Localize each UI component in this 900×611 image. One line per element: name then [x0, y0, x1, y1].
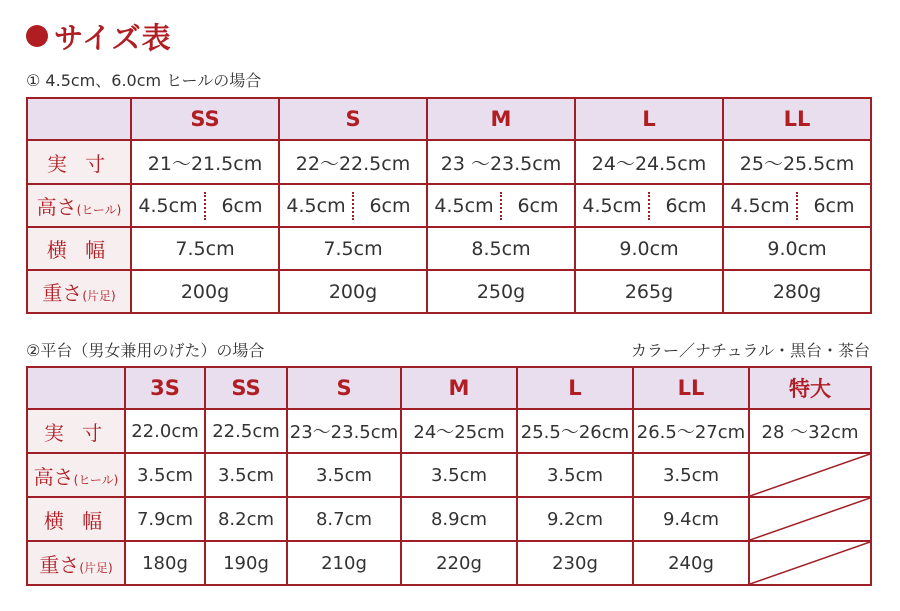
row-label-text: 高さ [33, 464, 74, 489]
table1-corner [27, 98, 131, 140]
table-cell: 26.5～27cm [633, 409, 749, 453]
table2-size-header: 3S [125, 367, 205, 409]
table-cell: 23～23.5cm [287, 409, 401, 453]
row-label-text: 高さ [36, 195, 77, 219]
table-cell: 265g [575, 270, 723, 313]
table-cell: 280g [723, 270, 871, 313]
heel-height-value: 4.5cm [730, 194, 790, 217]
table-row [27, 270, 871, 313]
row-label-length: 実 寸 [27, 140, 131, 184]
heel-height-value: 4.5cm [286, 194, 346, 217]
row-label-length: 実 寸 [27, 409, 125, 453]
table-row [27, 184, 871, 227]
table-row [27, 497, 871, 541]
table1-header-row [27, 98, 871, 140]
table-cell: 7.5cm [279, 227, 427, 270]
heel-height-value: 4.5cm [138, 194, 198, 217]
table-cell: 3.5cm [125, 453, 205, 497]
table-cell: 28 ～32cm [749, 409, 871, 453]
table1-caption: ① 4.5cm、6.0cm ヒールの場合 [26, 71, 262, 90]
size-table-flat-geta [26, 366, 872, 586]
heel-height-value: 6cm [517, 194, 559, 217]
table2-size-header: L [517, 367, 633, 409]
not-applicable-cell [749, 497, 871, 541]
heel-height-value: 4.5cm [434, 194, 494, 217]
heel-height-value: 6cm [369, 194, 411, 217]
color-options: カラー／ナチュラル・黒台・茶台 [630, 341, 870, 360]
table-cell: 9.0cm [575, 227, 723, 270]
table2-size-header: M [401, 367, 517, 409]
table-cell: 24～25cm [401, 409, 517, 453]
table-cell: 21～21.5cm [131, 140, 279, 184]
table1-size-header: S [279, 98, 427, 140]
table-cell-split [131, 184, 279, 227]
table2-size-header: SS [205, 367, 287, 409]
table-cell: 3.5cm [287, 453, 401, 497]
table-cell: 8.7cm [287, 497, 401, 541]
table-cell: 9.0cm [723, 227, 871, 270]
table-cell: 210g [287, 541, 401, 585]
heel-height-value: 6cm [813, 194, 855, 217]
not-applicable-cell [749, 453, 871, 497]
row-label-width: 横 幅 [27, 497, 125, 541]
bullet-dot-icon [26, 25, 48, 47]
table-cell: 9.2cm [517, 497, 633, 541]
table-cell: 8.2cm [205, 497, 287, 541]
not-applicable-cell [749, 541, 871, 585]
table-cell: 22～22.5cm [279, 140, 427, 184]
table1-size-header: SS [131, 98, 279, 140]
heel-height-value: 4.5cm [582, 194, 642, 217]
heel-height-value: 6cm [221, 194, 263, 217]
table-cell: 230g [517, 541, 633, 585]
table-row [27, 453, 871, 497]
table-cell: 7.5cm [131, 227, 279, 270]
row-label-weight [27, 270, 131, 313]
row-label-note: (片足) [79, 560, 113, 575]
row-label-note: (片足) [82, 289, 116, 303]
table-cell-split [279, 184, 427, 227]
table-cell: 25.5～26cm [517, 409, 633, 453]
table-cell: 3.5cm [517, 453, 633, 497]
table-row [27, 227, 871, 270]
table1-size-header: M [427, 98, 575, 140]
table-cell: 25～25.5cm [723, 140, 871, 184]
table-cell: 250g [427, 270, 575, 313]
table-cell: 3.5cm [205, 453, 287, 497]
table1-size-header: LL [723, 98, 871, 140]
heel-height-value: 6cm [665, 194, 707, 217]
page-title [26, 16, 172, 56]
table-cell-split [575, 184, 723, 227]
table-cell: 220g [401, 541, 517, 585]
table-cell: 22.0cm [125, 409, 205, 453]
size-table-heels [26, 97, 872, 314]
row-label-height [27, 184, 131, 227]
table2-size-header: LL [633, 367, 749, 409]
table-cell: 3.5cm [633, 453, 749, 497]
table-cell-split [427, 184, 575, 227]
table-cell: 9.4cm [633, 497, 749, 541]
table-row [27, 541, 871, 585]
table-cell: 8.5cm [427, 227, 575, 270]
table-cell: 3.5cm [401, 453, 517, 497]
table2-size-header: S [287, 367, 401, 409]
table-cell: 7.9cm [125, 497, 205, 541]
table-cell: 180g [125, 541, 205, 585]
table-cell: 24～24.5cm [575, 140, 723, 184]
row-label-height [27, 453, 125, 497]
table2-caption: ②平台（男女兼用のげた）の場合 [26, 341, 265, 360]
table-cell-split [723, 184, 871, 227]
table-cell: 22.5cm [205, 409, 287, 453]
table-cell: 8.9cm [401, 497, 517, 541]
row-label-text: 重さ [42, 281, 83, 305]
table-row [27, 409, 871, 453]
table-cell: 200g [279, 270, 427, 313]
table2-corner [27, 367, 125, 409]
table-cell: 240g [633, 541, 749, 585]
row-label-width: 横 幅 [27, 227, 131, 270]
table-cell: 200g [131, 270, 279, 313]
row-label-note: (ヒール) [76, 203, 122, 217]
table1-size-header: L [575, 98, 723, 140]
table-row [27, 140, 871, 184]
row-label-text: 重さ [39, 552, 80, 577]
title-text: サイズ表 [54, 20, 172, 55]
row-label-weight [27, 541, 125, 585]
table2-size-header: 特大 [749, 367, 871, 409]
table-cell: 23 ～23.5cm [427, 140, 575, 184]
table-cell: 190g [205, 541, 287, 585]
table2-header-row [27, 367, 871, 409]
row-label-note: (ヒール) [73, 472, 119, 487]
